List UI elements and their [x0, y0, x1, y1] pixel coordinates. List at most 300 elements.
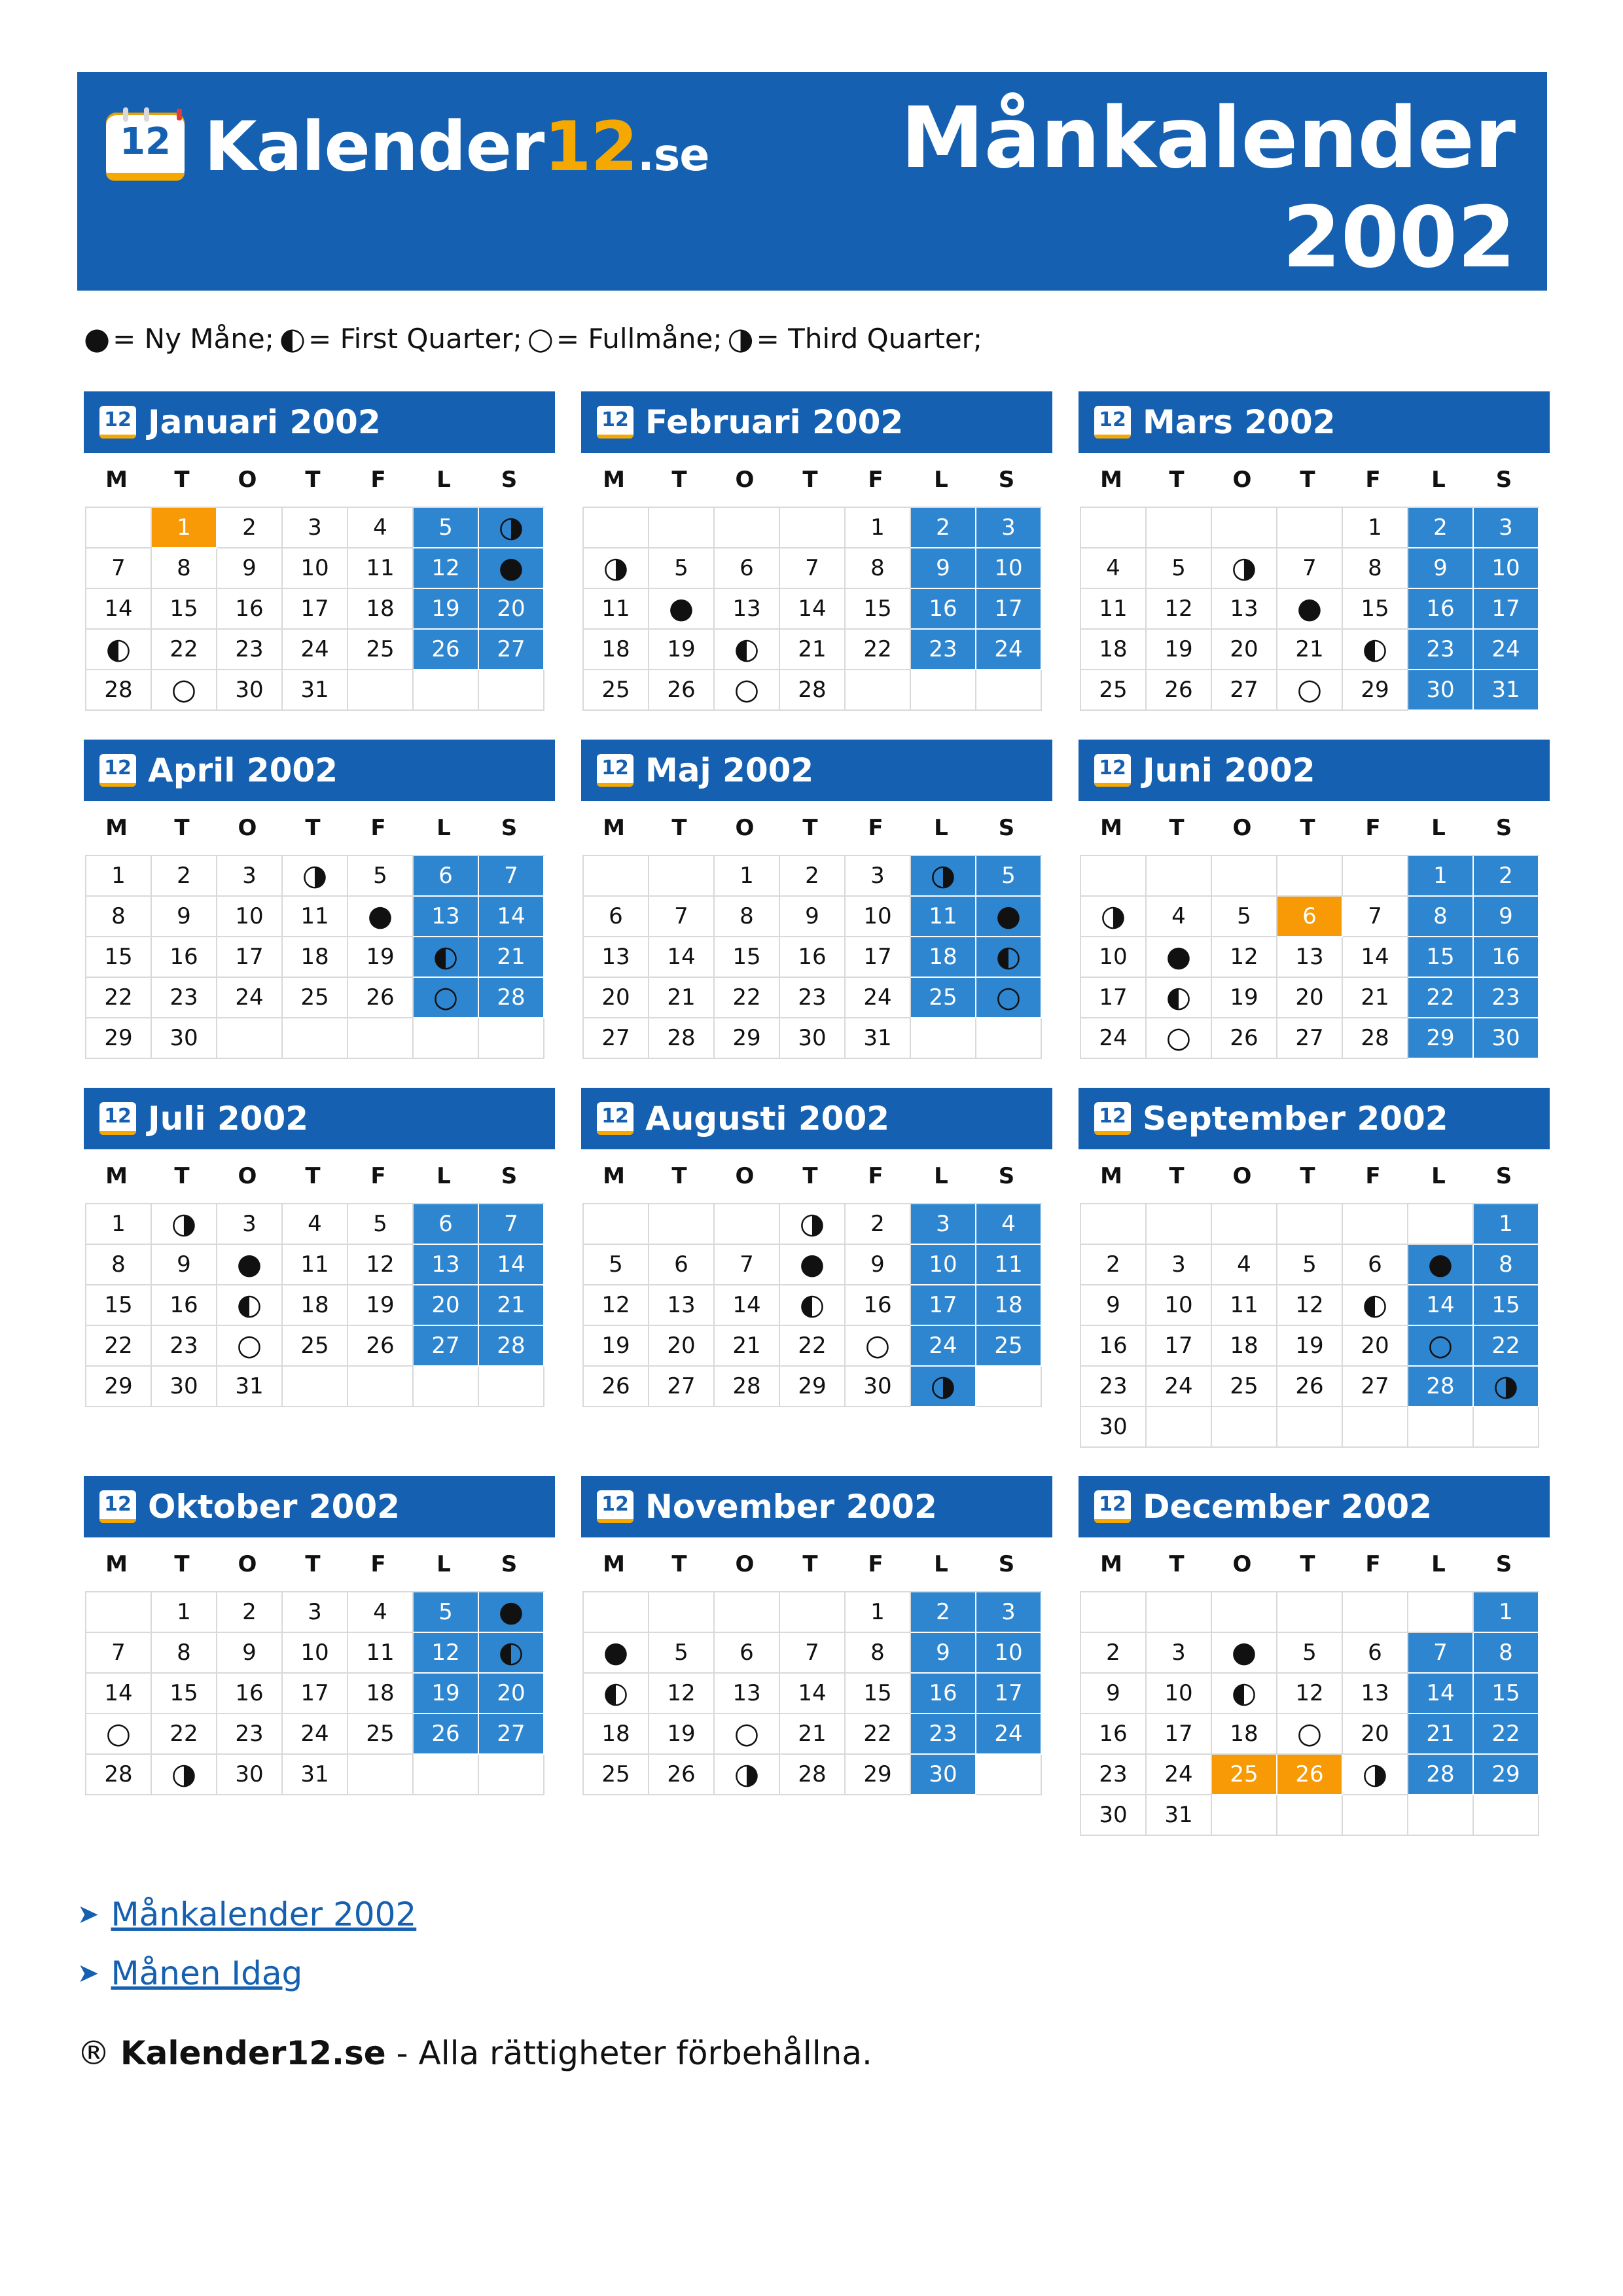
weekday-label: L	[1431, 815, 1446, 841]
day-cell	[348, 897, 414, 937]
day-cell: 16	[846, 1285, 911, 1326]
day-grid	[582, 1203, 1042, 1407]
weekday-label: O	[735, 1551, 755, 1577]
weekday-label: S	[501, 1551, 518, 1577]
full-moon-icon: ○	[1296, 673, 1323, 706]
week-row	[1081, 856, 1539, 897]
month-calendar	[581, 1476, 1052, 1795]
weekday-label: M	[105, 1163, 128, 1189]
day-cell: 31	[283, 1755, 348, 1795]
day-cell: 23	[1081, 1755, 1147, 1795]
moon-calendar-link[interactable]: Månkalender 2002	[111, 1895, 417, 1933]
empty-day-cell	[414, 1018, 479, 1059]
day-cell	[976, 937, 1042, 978]
day-cell: 25	[283, 1326, 348, 1367]
empty-day-cell	[1212, 1407, 1277, 1448]
weekday-label: F	[370, 467, 386, 493]
empty-day-cell	[1212, 1592, 1277, 1633]
month-calendar	[1079, 1476, 1550, 1836]
day-cell: 2	[152, 856, 217, 897]
day-cell: 16	[217, 589, 283, 630]
day-cell: 17	[1081, 978, 1147, 1018]
empty-day-cell	[1147, 1592, 1212, 1633]
day-cell: 22	[152, 1714, 217, 1755]
empty-day-cell	[479, 1367, 544, 1407]
day-cell: 15	[1408, 937, 1474, 978]
day-cell: 30	[1081, 1407, 1147, 1448]
day-cell: 8	[1474, 1633, 1539, 1674]
day-cell: 27	[584, 1018, 649, 1059]
day-cell: 1	[86, 856, 152, 897]
weekday-label: T	[174, 467, 190, 493]
empty-day-cell	[1343, 1407, 1408, 1448]
moon-today-link[interactable]: Månen Idag	[111, 1954, 303, 1992]
day-cell	[479, 508, 544, 548]
day-cell: 12	[1147, 589, 1212, 630]
day-cell: 8	[152, 1633, 217, 1674]
month-title: November 2002	[645, 1488, 937, 1526]
weekday-label: T	[1169, 1163, 1185, 1189]
day-cell: 27	[414, 1326, 479, 1367]
day-cell: 29	[86, 1018, 152, 1059]
first-quarter-icon: ◐	[236, 1288, 262, 1321]
weekday-label: M	[105, 1551, 128, 1577]
day-cell: 30	[911, 1755, 976, 1795]
day-cell: 9	[911, 548, 976, 589]
day-cell: 12	[348, 1245, 414, 1285]
day-cell	[1212, 1633, 1277, 1674]
day-cell: 24	[1147, 1367, 1212, 1407]
day-cell: 20	[479, 1674, 544, 1714]
weekday-label: F	[370, 1163, 386, 1189]
day-cell: 1	[846, 508, 911, 548]
day-cell: 8	[846, 548, 911, 589]
week-row	[584, 937, 1042, 978]
day-cell: 16	[911, 589, 976, 630]
day-cell: 2	[911, 508, 976, 548]
calendar-icon: 12	[597, 754, 633, 787]
day-cell: 10	[283, 1633, 348, 1674]
day-cell	[780, 1285, 846, 1326]
day-cell: 30	[846, 1367, 911, 1407]
day-cell: 13	[584, 937, 649, 978]
day-cell: 7	[479, 856, 544, 897]
week-row	[1081, 1714, 1539, 1755]
week-row	[584, 1326, 1042, 1367]
weekday-label: T	[1300, 467, 1315, 493]
week-row	[1081, 937, 1539, 978]
weekday-label: T	[174, 815, 190, 841]
weekday-label: M	[603, 1163, 625, 1189]
week-row	[584, 856, 1042, 897]
new-moon-icon: ●	[84, 321, 111, 356]
link-item	[77, 1944, 416, 2003]
day-cell: 27	[1343, 1367, 1408, 1407]
moon-phase-legend	[84, 321, 988, 356]
day-cell: 25	[911, 978, 976, 1018]
legend-third-quarter: = Third Quarter;	[756, 322, 983, 355]
day-cell: 21	[780, 630, 846, 670]
day-cell: 8	[86, 1245, 152, 1285]
day-cell: 30	[152, 1018, 217, 1059]
legend-new-moon: = Ny Måne;	[113, 322, 274, 355]
weekday-label: M	[1100, 1163, 1122, 1189]
day-cell: 18	[348, 1674, 414, 1714]
day-cell: 6	[414, 1204, 479, 1245]
empty-day-cell	[1081, 508, 1147, 548]
weekday-label: S	[1495, 815, 1512, 841]
empty-day-cell	[1277, 1592, 1343, 1633]
day-cell: 4	[1081, 548, 1147, 589]
weekday-label: S	[998, 467, 1015, 493]
first-quarter-icon: ◐	[799, 1288, 825, 1321]
day-cell: 27	[479, 630, 544, 670]
empty-day-cell	[1212, 1204, 1277, 1245]
day-cell: 4	[976, 1204, 1042, 1245]
day-cell: 2	[217, 508, 283, 548]
day-cell: 22	[846, 630, 911, 670]
day-cell	[1147, 937, 1212, 978]
weekday-label: L	[437, 1551, 451, 1577]
empty-day-cell	[911, 670, 976, 711]
day-cell: 24	[283, 630, 348, 670]
weekday-label: O	[1232, 1551, 1252, 1577]
day-cell: 3	[911, 1204, 976, 1245]
day-cell: 13	[414, 1245, 479, 1285]
day-cell: 2	[911, 1592, 976, 1633]
empty-day-cell	[715, 1592, 780, 1633]
day-cell: 23	[780, 978, 846, 1018]
month-calendar	[84, 740, 555, 1059]
month-header	[1079, 1088, 1550, 1149]
day-cell	[846, 1326, 911, 1367]
empty-day-cell	[780, 508, 846, 548]
day-cell: 18	[911, 937, 976, 978]
day-cell: 11	[976, 1245, 1042, 1285]
month-header	[84, 1476, 555, 1537]
day-cell: 25	[348, 630, 414, 670]
empty-day-cell	[348, 1018, 414, 1059]
day-cell: 22	[86, 1326, 152, 1367]
weekday-label: M	[105, 467, 128, 493]
day-grid	[85, 855, 544, 1059]
day-cell: 23	[152, 1326, 217, 1367]
week-row	[86, 1204, 544, 1245]
day-cell: 9	[1408, 548, 1474, 589]
day-cell: 3	[1147, 1245, 1212, 1285]
day-cell: 10	[911, 1245, 976, 1285]
day-cell: 5	[348, 1204, 414, 1245]
empty-day-cell	[1212, 1795, 1277, 1836]
weekday-label: T	[802, 1551, 818, 1577]
full-moon-icon: ○	[527, 321, 554, 356]
week-row	[584, 1592, 1042, 1633]
full-moon-icon: ○	[236, 1329, 262, 1362]
day-cell: 4	[283, 1204, 348, 1245]
day-cell: 6	[414, 856, 479, 897]
day-cell	[217, 1285, 283, 1326]
day-cell: 8	[1474, 1245, 1539, 1285]
weekday-label: M	[1100, 467, 1122, 493]
day-cell: 22	[1474, 1326, 1539, 1367]
day-cell: 15	[86, 1285, 152, 1326]
day-cell: 17	[911, 1285, 976, 1326]
month-title: Maj 2002	[645, 751, 814, 789]
month-calendar	[1079, 391, 1550, 711]
day-cell	[283, 856, 348, 897]
weekday-label: T	[174, 1551, 190, 1577]
first-quarter-icon: ◐	[1362, 1288, 1388, 1321]
day-cell: 25	[283, 978, 348, 1018]
weekday-label: S	[1495, 467, 1512, 493]
day-grid	[85, 507, 544, 711]
day-cell: 8	[152, 548, 217, 589]
third-quarter-icon: ◑	[1100, 899, 1126, 933]
first-quarter-icon: ◐	[1166, 980, 1192, 1014]
weekday-label: T	[802, 1163, 818, 1189]
week-row	[1081, 1018, 1539, 1059]
weekday-label: O	[238, 815, 257, 841]
month-title: Augusti 2002	[645, 1100, 890, 1138]
day-cell: 23	[1408, 630, 1474, 670]
day-cell: 28	[479, 1326, 544, 1367]
third-quarter-icon: ◑	[1493, 1369, 1519, 1403]
full-moon-icon: ○	[865, 1329, 891, 1362]
empty-day-cell	[414, 1755, 479, 1795]
month-header	[1079, 391, 1550, 453]
week-row	[1081, 1367, 1539, 1407]
day-cell	[1277, 589, 1343, 630]
weekday-header	[84, 801, 555, 855]
weekday-label: L	[437, 815, 451, 841]
day-cell: 2	[1474, 856, 1539, 897]
week-row	[86, 1018, 544, 1059]
day-cell: 26	[584, 1367, 649, 1407]
day-cell: 18	[1212, 1714, 1277, 1755]
weekday-label: L	[934, 815, 948, 841]
week-row	[1081, 1407, 1539, 1448]
weekday-label: S	[1495, 1163, 1512, 1189]
day-cell: 5	[976, 856, 1042, 897]
empty-day-cell	[1277, 508, 1343, 548]
day-cell: 23	[217, 630, 283, 670]
day-cell	[1277, 1714, 1343, 1755]
weekday-label: S	[998, 1551, 1015, 1577]
weekday-label: T	[671, 1163, 687, 1189]
day-cell	[217, 1245, 283, 1285]
day-cell: 20	[1277, 978, 1343, 1018]
month-calendar	[581, 391, 1052, 711]
month-calendar	[84, 391, 555, 711]
day-cell: 16	[911, 1674, 976, 1714]
day-cell: 15	[1343, 589, 1408, 630]
third-quarter-icon: ◑	[734, 1757, 760, 1791]
weekday-label: L	[1431, 467, 1446, 493]
week-row	[584, 897, 1042, 937]
day-cell: 5	[1147, 548, 1212, 589]
day-cell	[86, 630, 152, 670]
weekday-label: L	[934, 1551, 948, 1577]
day-cell: 19	[649, 630, 715, 670]
full-moon-icon: ○	[734, 1717, 760, 1750]
day-cell: 19	[348, 1285, 414, 1326]
calendar-icon: 12	[1094, 754, 1131, 787]
day-cell: 6	[584, 897, 649, 937]
day-cell: 10	[1147, 1285, 1212, 1326]
day-cell: 1	[152, 508, 217, 548]
day-cell: 12	[1277, 1285, 1343, 1326]
day-cell: 24	[846, 978, 911, 1018]
new-moon-icon: ●	[1166, 940, 1192, 973]
day-cell	[1408, 1326, 1474, 1367]
month-header	[581, 1088, 1052, 1149]
day-cell	[1212, 548, 1277, 589]
weekday-label: T	[174, 1163, 190, 1189]
day-cell: 16	[152, 937, 217, 978]
day-cell: 17	[1147, 1326, 1212, 1367]
week-row	[86, 1285, 544, 1326]
page-title	[901, 89, 1516, 288]
day-cell: 1	[846, 1592, 911, 1633]
weekday-label: O	[735, 1163, 755, 1189]
day-cell	[1147, 1018, 1212, 1059]
calendar-icon: 12	[597, 406, 633, 439]
day-cell: 30	[1081, 1795, 1147, 1836]
day-cell: 14	[479, 897, 544, 937]
day-cell: 10	[846, 897, 911, 937]
day-cell: 15	[846, 1674, 911, 1714]
arrow-right-icon: ➤	[77, 1899, 99, 1929]
empty-day-cell	[1408, 1204, 1474, 1245]
empty-day-cell	[649, 1592, 715, 1633]
day-cell: 30	[152, 1367, 217, 1407]
day-cell: 28	[1343, 1018, 1408, 1059]
empty-day-cell	[976, 1755, 1042, 1795]
weekday-label: S	[501, 1163, 518, 1189]
day-cell: 20	[479, 589, 544, 630]
day-cell: 26	[1147, 670, 1212, 711]
week-row	[584, 978, 1042, 1018]
day-cell: 11	[348, 1633, 414, 1674]
week-row	[1081, 897, 1539, 937]
day-cell: 9	[217, 1633, 283, 1674]
day-cell: 16	[1081, 1714, 1147, 1755]
empty-day-cell	[1147, 1204, 1212, 1245]
day-cell: 19	[584, 1326, 649, 1367]
weekday-label: F	[868, 1163, 883, 1189]
footer-brand: Kalender12.se	[120, 2034, 386, 2072]
day-cell: 26	[649, 1755, 715, 1795]
day-cell	[1081, 897, 1147, 937]
weekday-label: L	[1431, 1551, 1446, 1577]
day-cell: 9	[780, 897, 846, 937]
day-cell	[584, 548, 649, 589]
day-cell: 6	[715, 1633, 780, 1674]
day-cell: 23	[1081, 1367, 1147, 1407]
day-cell: 15	[846, 589, 911, 630]
day-cell: 25	[584, 1755, 649, 1795]
week-row	[1081, 1674, 1539, 1714]
day-cell: 21	[479, 1285, 544, 1326]
day-cell: 12	[649, 1674, 715, 1714]
new-moon-icon: ●	[1296, 592, 1323, 625]
day-cell: 10	[976, 548, 1042, 589]
week-row	[86, 1592, 544, 1633]
week-row	[1081, 1795, 1539, 1836]
weekday-label: T	[802, 467, 818, 493]
day-cell: 6	[1343, 1245, 1408, 1285]
day-cell: 14	[479, 1245, 544, 1285]
day-cell: 5	[414, 1592, 479, 1633]
week-row	[1081, 978, 1539, 1018]
day-cell: 22	[780, 1326, 846, 1367]
week-row	[584, 548, 1042, 589]
day-cell: 29	[715, 1018, 780, 1059]
empty-day-cell	[911, 1018, 976, 1059]
day-cell: 28	[1408, 1367, 1474, 1407]
calendar-logo-icon: 12	[106, 113, 185, 181]
weekday-label: O	[1232, 815, 1252, 841]
day-cell: 18	[348, 589, 414, 630]
day-cell: 17	[976, 589, 1042, 630]
day-cell: 21	[479, 937, 544, 978]
day-cell: 9	[1081, 1285, 1147, 1326]
day-cell	[976, 897, 1042, 937]
empty-day-cell	[1474, 1795, 1539, 1836]
day-cell: 9	[911, 1633, 976, 1674]
day-cell: 27	[479, 1714, 544, 1755]
day-grid	[85, 1591, 544, 1795]
week-row	[1081, 1204, 1539, 1245]
day-cell: 19	[414, 589, 479, 630]
arrow-right-icon: ➤	[77, 1958, 99, 1988]
day-cell: 3	[846, 856, 911, 897]
week-row	[86, 978, 544, 1018]
weekday-label: L	[934, 467, 948, 493]
day-cell: 16	[780, 937, 846, 978]
day-cell	[649, 589, 715, 630]
day-cell: 29	[1408, 1018, 1474, 1059]
empty-day-cell	[649, 508, 715, 548]
month-title: April 2002	[148, 751, 338, 789]
day-cell: 30	[217, 670, 283, 711]
day-cell: 13	[1343, 1674, 1408, 1714]
day-cell: 10	[976, 1633, 1042, 1674]
day-cell: 20	[584, 978, 649, 1018]
weekday-label: M	[105, 815, 128, 841]
day-cell: 7	[649, 897, 715, 937]
week-row	[1081, 1285, 1539, 1326]
site-logo[interactable]	[106, 107, 709, 186]
first-quarter-icon: ◐	[734, 632, 760, 666]
weekday-header	[581, 1149, 1052, 1203]
day-cell: 19	[1277, 1326, 1343, 1367]
month-header	[1079, 1476, 1550, 1537]
empty-day-cell	[780, 1592, 846, 1633]
full-moon-icon: ○	[105, 1717, 132, 1750]
legend-full-moon: = Fullmåne;	[556, 322, 722, 355]
weekday-label: O	[1232, 467, 1252, 493]
day-cell: 16	[1081, 1326, 1147, 1367]
week-row	[86, 1326, 544, 1367]
day-cell: 20	[1212, 630, 1277, 670]
empty-day-cell	[976, 1018, 1042, 1059]
day-cell: 1	[86, 1204, 152, 1245]
weekday-label: O	[735, 815, 755, 841]
empty-day-cell	[348, 1755, 414, 1795]
weekday-label: O	[238, 1163, 257, 1189]
new-moon-icon: ●	[498, 1595, 524, 1628]
